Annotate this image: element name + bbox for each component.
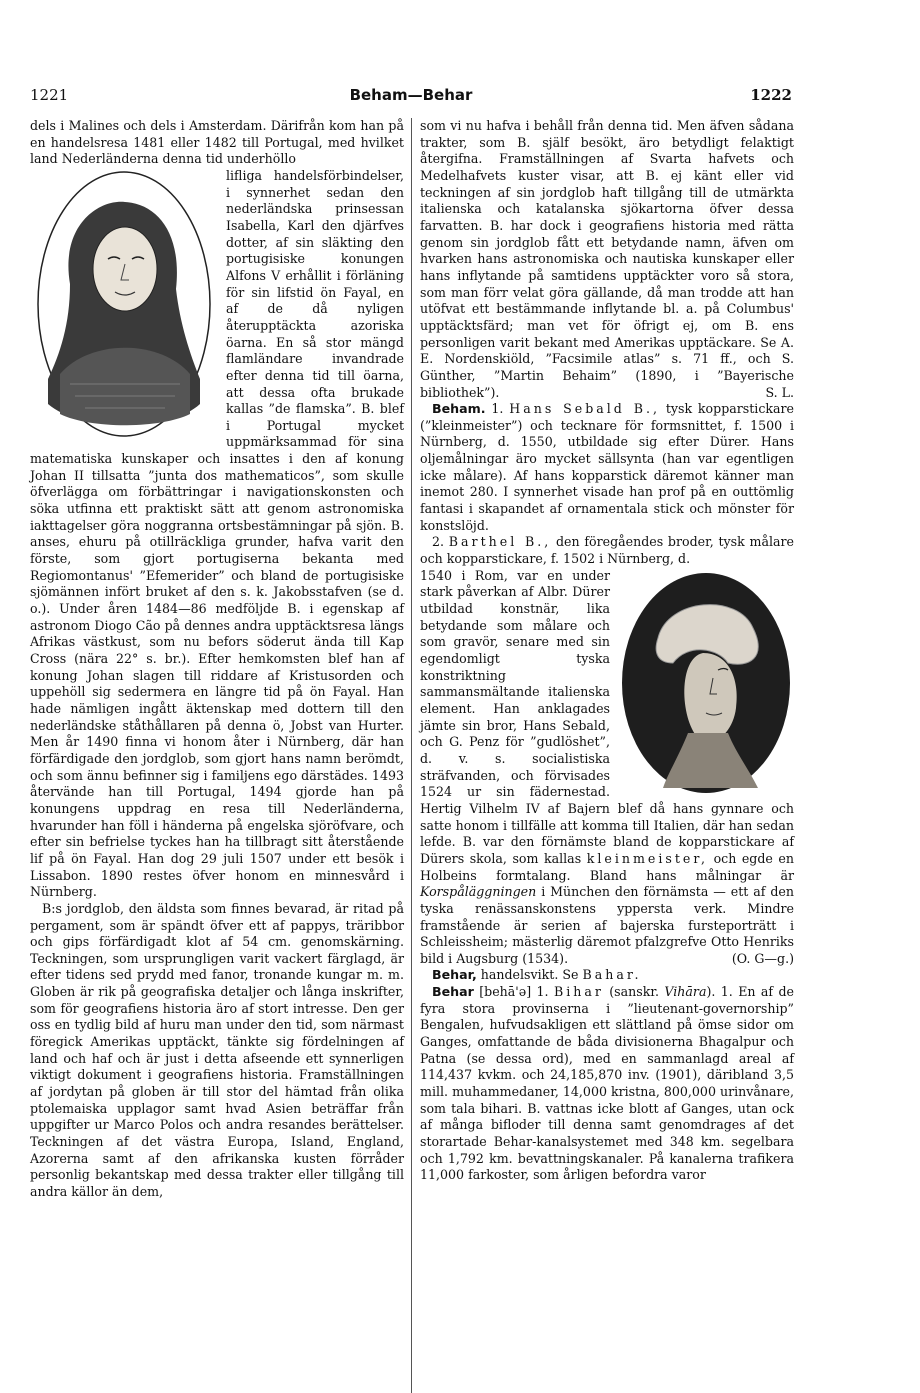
barthel-text-b: 1540 i Rom, var en under stark påverkan af Albr. Dürer utbildad konstnär, lika betydande som målare och som gravör, senare med sin egendomligt tyska konstriktning sammansmältande italienska element. Han anklagades jämte sin bror, Hans Sebald, och G. Penz för ”gudlöshet”, d. v. s. socialistiska sträfvanden, och förvisades 1524 ur sin fädernestad. Hertig Vilhelm IV af Bajern blef då hans gynnare och satte honom i tillfälle att komma till Italien, där han sedan lefde. B. var den förnämste bland de kopparstickare af Dürers skola, som kallas: [420, 567, 794, 866]
page-number-left: 1221: [30, 86, 69, 104]
headword-behar: Behar,: [432, 967, 477, 983]
entry-behar-2: [420, 984, 794, 1184]
barthel-text-d: i München den förnämsta — ett af den tyska renässanskonstens yppersta verk. Mindre framstående är serien af bajerska fursteporträtt i Schleissheim; mästerlig däremot pfalzgrefve Otto Henriks bild i Augsburg (1534).: [420, 884, 794, 966]
entry-number: 2.: [432, 534, 445, 550]
headword-behar-2: Behar: [432, 984, 474, 1000]
behar1-text: handelsvikt. Se: [480, 967, 579, 983]
name-hans-sebald: Hans Sebald B.,: [509, 401, 660, 417]
entry-beham-2: [420, 534, 794, 567]
page-number-right: 1222: [750, 86, 792, 104]
paragraph-intro: dels i Malines och dels i Amsterdam. Därifrån kom han på en handelsresa 1481 eller 1482 till Portugal, med hvilket land Nederländerna denna tid underhöllo: [30, 118, 404, 167]
portrait-behaim: [30, 164, 218, 444]
globe-cont-text: som vi nu hafva i behåll från denna tid. Men äfven sådana trakter, som B. själf besökt, äro betydligt felaktigt återgifna. Framställningen af Svarta hafvets och Medelhafvets kuster visar, att B. ej känt eller vid teckningen af sin jordglob haft tillgång till de utmärkta italienska och katalanska sjökartorna öfver dessa farvatten. B. har dock i geografiens historia med rätta genom sin jordglob fått ett betydande namn, äfven om hvarken hans astronomiska och nautiska kunskaper eller hans inflytande på samtidens upptäckter voro så stora, som man förr velat göra gällande, då man trodde att han utöfvat ett bestämmande inflytande bl. a. på Columbus' upptäcktsfärd; man vet för öfrigt ej, om B. ens personligen varit bekant med Amerikas upptäckare. Se A. E. Nordenskiöld, ”Facsimile atlas” s. 71 ff., och S. Günther, ”Martin Behaim” (1890, i ”Bayerische bibliothek”).: [420, 118, 794, 400]
barthel-text-a: den föregåendes broder, tysk målare och kopparstickare, f. 1502 i Nürnberg, d.: [420, 534, 794, 567]
behar2-b: (sanskr.: [609, 984, 659, 1000]
entry-beham-1: [420, 401, 794, 534]
entry-behar-1: [420, 967, 794, 984]
signature-sl: S. L.: [765, 384, 794, 400]
ref-bahar: Bahar.: [582, 967, 642, 983]
paragraph-behaim-bio: lifliga handelsförbindelser, i synnerhet sedan den nederländska prinsessan Isabella, Karl den djärfves dotter, af sin släkting den portugisiske konungen Alfons V erhållit i förläning för sin lifstid ön Fayal, en af de då nyligen återupptäckta azoriska öarna. En så stor mängd flamländare invandrade efter denna tid till öarna, att dessa ofta brukade kallas ”de flamska”. B. blef i Portugal mycket uppmärksammad för sina matematiska kunskaper och insattes i den af konung Johan II tillsatta ”junta dos mathematicos”, som skulle öfverlägga om förbättringar i navigationskonsten och söka utfinna ett praktiskt sätt att genom astronomiska iakttagelser göra noggranna ortsbestämningar på sjön. B. anses, ehuru på otillräckliga grunder, hafva varit den förste, som gjort portugiserna bekanta med Regiomontanus' ”Efemerider” och bland de portugisiske sjömännen infört bruket af den s. k. Jakobsstafven (se d. o.). Under åren 1484—86 medföljde B. i egenskap af astronom Diogo Cão på dennes andra upptäcktsresa längs Afrikas västkust, som nu befors söderut ända till Kap Cross (nära 22° s. br.). Efter hemkomsten blef han af konung Johan slagen till riddare af Kristusorden och uppehöll sig sedermera en längre tid på ön Fayal. Han hade nämligen ingått äktenskap med dottern till den nederländske ståthållaren på denna ö, Jobst van Hurter. Men år 1490 finna vi honom åter i Nürnberg, där han förfärdigade den jordglob, som gjort hans namn berömdt, och som ännu befinner sig i familjens ego därstädes. 1493 återvände han till Portugal, 1494 gjorde han på konungens uppdrag en resa till Nederländerna, hvarunder han föll i händerna på engelska sjöröfvare, och efter sin befrielse tyckes han ha tillbragt sitt återstående lif på ön Fayal. Han dog 29 juli 1507 under ett besök i Lissabon. 1890 restes öfver honom en minnesvård i Nürnberg.: [30, 167, 404, 900]
right-column: [420, 118, 794, 1184]
barthel-text-c: och egde en Holbeins formtalang. Bland hans målningar är: [420, 850, 794, 883]
headword-beham: Beham.: [432, 401, 486, 417]
behar2-text: ). 1. En af de fyra stora provinserna i ”lieutenant-governorship” Bengalen, hufvudsakligen ett slättland på ömse sidor om Ganges, omfattande de båda divisionerna Bhagalpur och Patna (se dessa ord), med en sammanlagd areal af 114,437 kvkm. och 24,185,870 inv. (1901), däribland 3,5 mill. muhammedaner, 14,000 kristna, 800,000 urinvånare, som tala bihari. B. vattnas icke blott af Ganges, utan ock af många bifloder till denna samt genomdrages af det storartade Behar-kanalsystemet med 348 km. segelbara och 1,792 km. bevattningskanaler. På kanalerna trafikera 11,000 farkoster, som årligen befordra varor: [420, 984, 794, 1183]
name-bihar: Bihar: [553, 984, 604, 1000]
paragraph-globe: B:s jordglob, den äldsta som finnes bevarad, är ritad på pergament, som är spändt öfver ett af pappys, träribbor och gips förfärdigadt klot af 54 cm. genomskärning. Teckningen, som ursprungligen varit vackert färglagd, är efter tidens sed prydd med fanor, tronande kungar m. m. Globen är rik på geografiska detaljer och långa inskrifter, som för geografiens historia äro af stort intresse. Den ger oss en tydlig bild af huru man under den tid, som närmast föregick Amerikas upptäckt, tänkte sig fördelningen af land och haf och är just i detta afseende ett synnerligen viktigt dokument i geografiens historia. Framställningen af jordytan på globen är till stor del hämtad från olika ptolemaiska upplagor samt hvad Asien beträffar från uppgifter ur Marco Polos och andra resandes berättelser. Teckningen af det västra Europa, Island, England, Azorerna samt af den afrikanska kusten förråder personlig bekantskap med dessa trakter eller tillgång till andra källor än dem,: [30, 900, 404, 1199]
term-kleinmeister: kleinmeister,: [586, 850, 709, 866]
running-title: Beham—Behar: [349, 86, 473, 104]
signature-og: (O. G—g.): [731, 950, 794, 966]
behar2-pron: [behā'ə] 1.: [479, 984, 549, 1000]
paragraph-globe-cont: [420, 118, 794, 401]
entry-number: 1.: [491, 401, 504, 417]
term-vihara: Vihāra: [664, 984, 707, 1000]
work-korspaläggningen: Korspåläggningen: [420, 884, 537, 900]
beham-text: tysk kopparstickare (”kleinmeister”) och tecknare för formsnittet, f. 1500 i Nürnberg, d. 1550, utbildade sig efter Dürer. Hans oljemålningar äro mycket sällsynta (han var egentligen icke målare). Af hans kopparstick däremot känner man inemot 280. I synnerhet visade han prof på en outtömlig fantasi i skapandet af ornamentala stick och mönster för konstslöjd.: [420, 401, 794, 533]
left-column: [30, 118, 404, 1201]
column-divider: [411, 118, 412, 1393]
page-header: [30, 86, 792, 106]
name-barthel: Barthel B.,: [448, 534, 552, 550]
portrait-barthel-beham: [618, 568, 794, 798]
